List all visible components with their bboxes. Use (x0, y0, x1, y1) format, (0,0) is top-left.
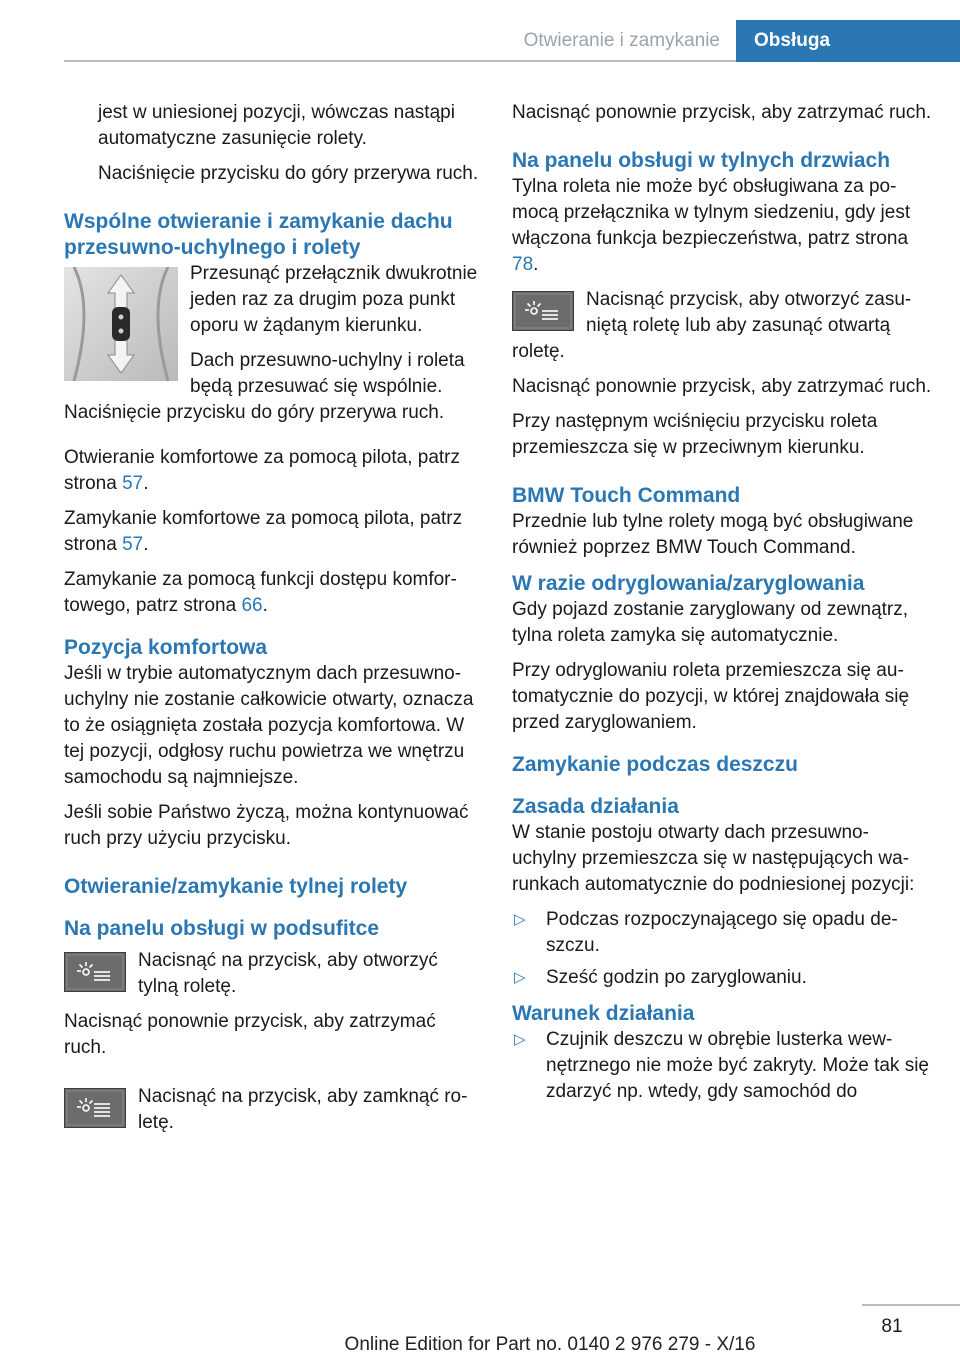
heading-close-in-rain: Zamykanie podczas deszczu (512, 753, 798, 776)
bullet-list (512, 1027, 932, 1105)
right-column (512, 100, 932, 1114)
paragraph: Przy następnym wciśnięciu przycisku roleta przemieszcza się w przeciwnym kierunku. (512, 411, 878, 458)
paragraph: W stanie postoju otwarty dach przesuwno-uchylny przemieszcza się w następujących warunkach automatycznie do podniesionej pozycji: (512, 822, 915, 895)
paragraph: Dach przesuwno-uchylny i roleta będą przesuwać się wspólnie. Naciśnięcie przycisku do góry przerywa ruch. (64, 350, 465, 423)
paragraph: Zamykanie komfortowe za pomocą pilota, patrz strona 57. (64, 508, 463, 555)
blind-open-button-icon (64, 952, 126, 992)
paragraph: Otwieranie komfortowe za pomocą pilota, patrz strona 57. (64, 447, 461, 494)
rear-door-blind-button-icon (512, 291, 574, 331)
paragraph: Przesunąć przełącznik dwukrotnie jeden raz za drugim poza punkt oporu w żądanym kierunku. (190, 263, 478, 336)
paragraph: jest w uniesionej pozycji, wówczas nastąpi automatyczne zasunięcie rolety. (98, 102, 455, 149)
paragraph: Nacisnąć przycisk, aby otworzyć zasuniętą roletę lub aby zasunąć otwartą roletę. (512, 289, 912, 362)
paragraph: Nacisnąć ponownie przycisk, aby zatrzymać ruch. (64, 1011, 436, 1058)
list-item: ▷ Podczas rozpoczynającego się opadu deszczu. (514, 909, 898, 956)
page-number: 81 (881, 1316, 903, 1337)
paragraph: Jeśli sobie Państwo życzą, można kontynuować ruch przy użyciu przycisku. (64, 802, 469, 849)
footer-rule (862, 1304, 960, 1306)
paragraph: Zamykanie za pomocą funkcji dostępu komfortowego, patrz strona 66. (64, 569, 457, 616)
paragraph: Nacisnąć ponownie przycisk, aby zatrzymać ruch. (512, 376, 932, 397)
paragraph: Przednie lub tylne rolety mogą być obsługiwane również poprzez BMW Touch Command. (512, 511, 914, 558)
heading-rear-blind: Otwieranie/zamykanie tylnej rolety (64, 875, 408, 898)
heading-comfort-position: Pozycja komfortowa (64, 636, 268, 659)
left-column (64, 100, 482, 1145)
paragraph: Nacisnąć na przycisk, aby otworzyć tylną roletę. (138, 950, 438, 997)
footer-edition: Online Edition for Part no. 0140 2 976 279 - X/16 (344, 1334, 756, 1355)
heading-condition: Warunek działania (512, 1002, 695, 1025)
page-link-57[interactable]: 57 (122, 534, 144, 555)
list-item: ▷ Czujnik deszczu w obrębie lusterka wewnętrznego nie może być zakryty. Może tak się zdarzyć np. wtedy, gdy samochód do (514, 1029, 929, 1102)
triangle-bullet-icon: ▷ (514, 969, 526, 986)
paragraph: Przy odryglowaniu roleta przemieszcza się automatycznie do pozycji, w której znajdowała się przed zaryglowaniem. (512, 660, 910, 733)
triangle-bullet-icon: ▷ (514, 1031, 526, 1048)
heading-lock-unlock: W razie odryglowania/zaryglowania (512, 572, 865, 595)
page-link-57[interactable]: 57 (122, 473, 144, 494)
heading-headliner-panel: Na panelu obsługi w podsufitce (64, 917, 380, 940)
heading-bmw-touch-command: BMW Touch Command (512, 484, 741, 507)
list-item: ▷ Sześć godzin po zaryglowaniu. (512, 965, 932, 991)
header-chapter-tab[interactable]: Obsługa (736, 20, 960, 62)
triangle-bullet-icon: ▷ (514, 911, 526, 928)
page-link-66[interactable]: 66 (241, 595, 263, 616)
bullet-list (512, 907, 932, 991)
paragraph: Naciśnięcie przycisku do góry przerywa ruch. (98, 163, 479, 184)
header-section-title: Otwieranie i zamykanie (523, 30, 720, 51)
paragraph: Gdy pojazd zostanie zaryglowany od zewnątrz, tylna roleta zamyka się automatycznie. (512, 599, 909, 646)
heading-common-open-close: Wspólne otwieranie i zamykanie dachu przesuwno-uchylnego i rolety (64, 210, 453, 259)
blind-close-button-icon (64, 1088, 126, 1128)
heading-principle: Zasada działania (512, 795, 679, 818)
paragraph: Nacisnąć ponownie przycisk, aby zatrzymać ruch. (512, 102, 932, 123)
switch-photo-icon (64, 267, 178, 381)
paragraph: Nacisnąć na przycisk, aby zamknąć roletę. (138, 1086, 468, 1133)
heading-rear-doors-panel: Na panelu obsługi w tylnych drzwiach (512, 149, 891, 172)
paragraph: Tylna roleta nie może być obsługiwana za pomocą przełącznika w tylnym siedzeniu, gdy jest włączona funkcja bezpieczeństwa, patrz strona 78. (512, 176, 911, 275)
page-link-78[interactable]: 78 (512, 254, 534, 275)
paragraph: Jeśli w trybie automatycznym dach przesuwno-uchylny nie zostanie całkowicie otwarty, oznacza to że osiągnięta została pozycja komfortowa. W tej pozycji, odgłosy ruchu powietrza we wnętrzu samochodu są najmniejsze. (64, 663, 474, 788)
